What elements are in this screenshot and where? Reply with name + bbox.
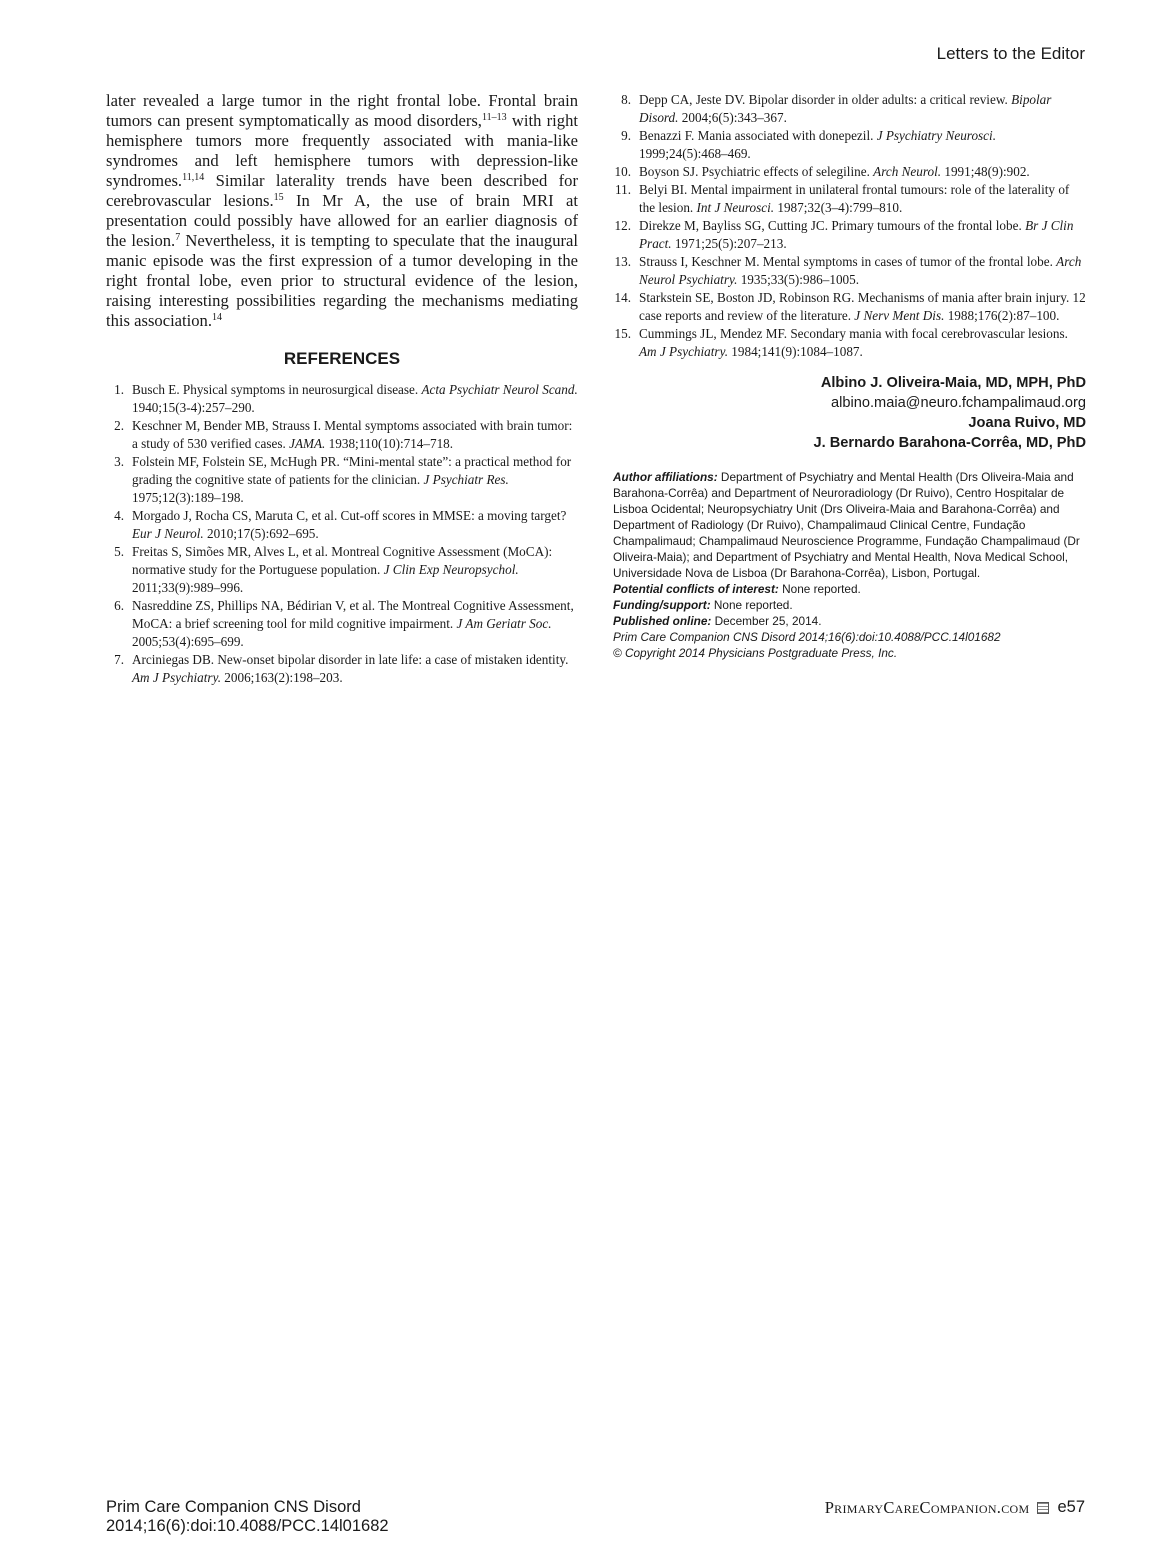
reference-item: 6. Nasreddine ZS, Phillips NA, Bédirian V, et al. The Montreal Cognitive Assessment, MoCA: a brief screening tool for mild cognitive impairment. J Am Geriatr Soc. 2005;53(4):695–699.: [114, 598, 574, 649]
reference-item: 4. Morgado J, Rocha CS, Maruta C, et al. Cut-off scores in MMSE: a moving target? Eur J Neurol. 2010;17(5):692–695.: [114, 508, 567, 541]
conflicts-text: Potential conflicts of interest: None reported.: [613, 582, 861, 596]
right-column: [613, 91, 1086, 661]
reference-item: 15. Cummings JL, Mendez MF. Secondary mania with focal cerebrovascular lesions. Am J Psychiatry. 1984;141(9):1084–1087.: [614, 326, 1068, 359]
body-paragraph: later revealed a large tumor in the right frontal lobe. Frontal brain tumors can present symptomatically as mood disorders,$^{11-13}$ with right hemisphere tumors more frequently associated with mania-like syndromes and left hemisphere tumors with depression-like syndromes.$^{11,14}$ Similar laterality trends have been described for cerebrovascular lesions.$^{15}$ In Mr A, the use of brain MRI at presentation could possibly have allowed for an earlier diagnosis of the lesion.$^7$ Nevertheless, it is tempting to speculate that the inaugural manic episode was the first expression of a tumor developing in the right frontal lobe, even prior to structural evidence of the lesion, raising interesting possibilities regarding the mechanisms mediating this association.$^{14}$: [106, 91, 579, 330]
reference-item: 2. Keschner M, Bender MB, Strauss I. Mental symptoms associated with brain tumor: a study of 530 verified cases. JAMA. 1938;110(10):714–718.: [114, 418, 573, 451]
published-text: Published online: December 25, 2014.: [613, 614, 822, 628]
citation-ref[interactable]: 15: [273, 192, 284, 203]
author-email-link[interactable]: albino.maia@neuro.fchampalimaud.org: [831, 395, 1086, 411]
reference-item: 12. Direkze M, Bayliss SG, Cutting JC. Primary tumours of the frontal lobe. Br J Clin Pract. 1971;25(5):207–213.: [614, 218, 1074, 251]
square-icon: [1037, 1502, 1049, 1514]
author-name: Joana Ruivo, MD: [968, 415, 1086, 431]
reference-item: 5. Freitas S, Simões MR, Alves L, et al. Montreal Cognitive Assessment (MoCA): normative study for the Portuguese population. J Clin Exp Neuropsychol. 2011;33(9):989–996.: [114, 544, 553, 595]
reference-item: 3. Folstein MF, Folstein SE, McHugh PR. “Mini-mental state”: a practical method for grading the cognitive state of patients for the clinician. J Psychiatr Res. 1975;12(3):189–198.: [114, 454, 572, 505]
reference-item: 14. Starkstein SE, Boston JD, Robinson RG. Mechanisms of mania after brain injury. 12 case reports and review of the literature. J Nerv Ment Dis. 1988;176(2):87–100.: [614, 290, 1086, 323]
reference-item: 9. Benazzi F. Mania associated with donepezil. J Psychiatry Neurosci. 1999;24(5):468–469.: [621, 128, 996, 161]
reference-item: 8. Depp CA, Jeste DV. Bipolar disorder in older adults: a critical review. Bipolar Disord. 2004;6(5):343–367.: [621, 92, 1052, 125]
citation-line: Prim Care Companion CNS Disord 2014;16(6):doi:10.4088/PCC.14l01682: [613, 630, 1001, 644]
author-name: Albino J. Oliveira-Maia, MD, MPH, PhD: [820, 375, 1086, 391]
citation-ref[interactable]: 14: [212, 312, 223, 323]
footer-journal-line1: Prim Care Companion CNS Disord: [106, 1498, 361, 1516]
footer-journal-citation: [106, 1498, 389, 1536]
page-number: e57: [1057, 1498, 1085, 1516]
citation-ref[interactable]: 11–13: [481, 112, 507, 123]
reference-item: 13. Strauss I, Keschner M. Mental symptoms in cases of tumor of the frontal lobe. Arch Neurol Psychiatry. 1935;33(5):986–1005.: [614, 254, 1082, 287]
copyright-line: © Copyright 2014 Physicians Postgraduate Press, Inc.: [613, 646, 898, 660]
running-head: Letters to the Editor: [936, 44, 1085, 63]
reference-item: 1. Busch E. Physical symptoms in neurosurgical disease. Acta Psychiatr Neurol Scand. 1940;15(3-4):257–290.: [114, 382, 578, 415]
reference-item: 11. Belyi BI. Mental impairment in unilateral frontal tumours: role of the laterality of the lesion. Int J Neurosci. 1987;32(3–4):799–810.: [615, 182, 1070, 215]
left-column: [106, 91, 578, 687]
reference-item: 10. Boyson SJ. Psychiatric effects of selegiline. Arch Neurol. 1991;48(9):902.: [614, 164, 1030, 179]
reference-list-right: [613, 91, 1086, 361]
author-name: J. Bernardo Barahona-Corrêa, MD, PhD: [813, 435, 1086, 451]
footer-site-page: [825, 1498, 1085, 1517]
footer-site-link[interactable]: PrimaryCareCompanion.com: [824, 1498, 1030, 1517]
citation-ref[interactable]: 11,14: [182, 172, 205, 183]
references-heading: REFERENCES: [283, 349, 401, 368]
reference-item: 7. Arciniegas DB. New-onset bipolar disorder in late life: a case of mistaken identity. Am J Psychiatry. 2006;163(2):198–203.: [114, 652, 569, 685]
author-block: [613, 373, 1086, 453]
reference-list-left: [106, 381, 578, 687]
affiliations-block: [613, 469, 1086, 661]
footer-journal-line2: 2014;16(6):doi:10.4088/PCC.14l01682: [106, 1517, 389, 1535]
citation-ref[interactable]: 7: [175, 232, 181, 243]
affiliations-text: Author affiliations: Department of Psychiatry and Mental Health (Drs Oliveira-Maia and Barahona-Corrêa) and Department of Neuroradiology (Dr Ruivo), Centro Hospitalar de Lisboa Ocidental; Neuropsychiatry Unit (Drs Oliveira-Maia and Barahona-Corrêa) and Department of Radiology (Dr Ruivo), Champalimaud Clinical Centre, Fundação Champalimaud; Champalimaud Neuroscience Programme, Fundação Champalimaud (Dr Oliveira-Maia); and Department of Psychiatry and Mental Health, Nova Medical School, Universidade Nova de Lisboa (Dr Barahona-Corrêa), Lisbon, Portugal.: [613, 470, 1080, 580]
funding-text: Funding/support: None reported.: [613, 598, 793, 612]
